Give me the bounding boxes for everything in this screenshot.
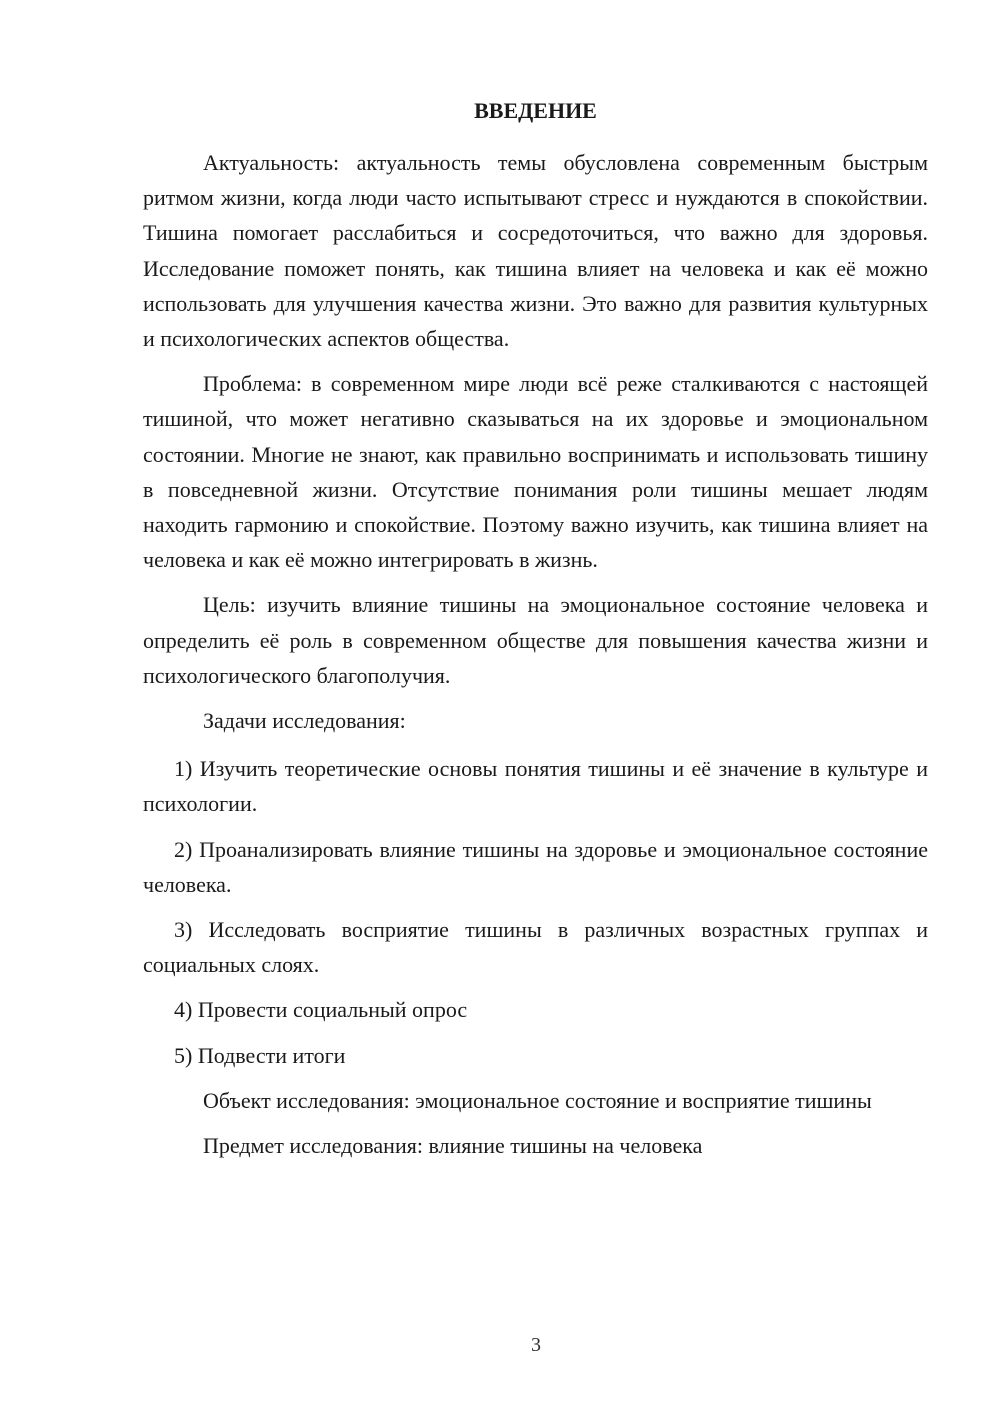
task-item-4: 4) Провести социальный опрос (174, 997, 468, 1023)
relevance-paragraph: Актуальность: актуальность темы обусловлена современным быстрым ритмом жизни, когда люди часто испытывают стресс и нуждаются в спокойствии. Тишина помогает расслабиться и сосредоточиться, что важно для здоровья. Исследование поможет понять, как тишина влияет на человека и как её можно использовать для улучшения качества жизни. Это важно для развития культурных и психологических аспектов общества. (143, 150, 928, 352)
object-paragraph: Объект исследования: эмоциональное состояние и восприятие тишины (203, 1087, 872, 1113)
section-heading: ВВЕДЕНИЕ (474, 98, 597, 123)
problem-paragraph: Проблема: в современном мире люди всё реже сталкиваются с настоящей тишиной, что может негативно сказываться на их здоровье и эмоциональном состоянии. Многие не знают, как правильно воспринимать и использовать тишину в повседневной жизни. Отсутствие понимания роли тишины мешает людям находить гармонию и спокойствие. Поэтому важно изучить, как тишина влияет на человека и как её можно интегрировать в жизнь. (143, 371, 928, 573)
subject-paragraph: Предмет исследования: влияние тишины на человека (203, 1133, 703, 1159)
tasks-title: Задачи исследования: (203, 708, 406, 734)
document-page (143, 96, 928, 1173)
page-number: 3 (531, 1334, 541, 1356)
task-item-5: 5) Подвести итоги (174, 1042, 346, 1068)
goal-paragraph: Цель: изучить влияние тишины на эмоциональное состояние человека и определить её роль в современном обществе для повышения качества жизни и психологического благополучия. (143, 592, 928, 688)
task-item-1: 1) Изучить теоретические основы понятия тишины и её значение в культуре и психологии. (143, 756, 928, 817)
task-item-2: 2) Проанализировать влияние тишины на здоровье и эмоциональное состояние человека. (143, 836, 928, 897)
task-item-3: 3) Исследовать восприятие тишины в различных возрастных группах и социальных слоях. (143, 917, 928, 978)
